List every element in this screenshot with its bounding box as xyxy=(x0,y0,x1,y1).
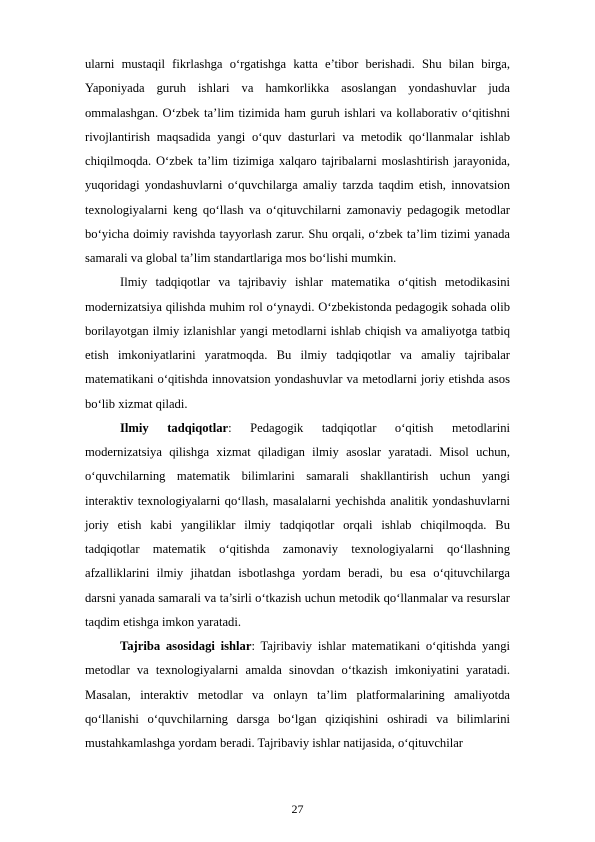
paragraph-3-heading: Ilmiy tadqiqotlar xyxy=(120,420,229,435)
paragraph-2 xyxy=(85,270,510,416)
document-page xyxy=(85,52,510,755)
paragraph-1-text: ularni mustaqil fikrlashga o‘rgatishga katta e’tibor berishadi. Shu bilan birga, Yaponiyada guruh ishlari va hamkorlikka asoslangan yondashuvlar juda ommalashgan. O‘zbek ta’lim tizimida ham guruh ishlari va kollaborativ o‘qitishni rivojlantirish maqsadida yangi o‘quv dasturlari va metodik qo‘llanmalar ishlab chiqilmoqda. O‘zbek ta’lim tizimiga xalqaro tajribalarni moslashtirish jarayonida, yuqoridagi yondashuvlarni o‘quvchilarga amaliy tarzda taqdim etish, innovatsion texnologiyalarni keng qo‘llash va o‘qituvchilarni zamonaviy pedagogik metodlar bo‘yicha doimiy ravishda tayyorlash zarur. Shu orqali, o‘zbek ta’lim tizimi yanada samarali va global ta’lim standartlariga mos bo‘lishi mumkin. xyxy=(85,57,510,265)
paragraph-2-text: Ilmiy tadqiqotlar va tajribaviy ishlar matematika o‘qitish metodikasini modernizatsiya qilishda muhim rol o‘ynaydi. O‘zbekistonda pedagogik sohada olib borilayotgan ilmiy izlanishlar yangi metodlarni ishlab chiqish va amaliyotga tatbiq etish imkoniyatlarini yaratmoqda. Bu ilmiy tadqiqotlar va amaliy tajribalar matematikani o‘qitishda innovatsion yondashuvlar va metodlarni joriy etishda asos bo‘lib xizmat qiladi. xyxy=(85,275,510,411)
paragraph-3-text: : Pedagogik tadqiqotlar o‘qitish metodlarini modernizatsiya qilishga xizmat qiladigan ilmiy asoslar yaratadi. Misol uchun, o‘quvchilarning matematik bilimlarini samarali shakllantirish uchun yangi interaktiv texnologiyalarni qo‘llash, masalalarni yechishda analitik yondashuvlarni joriy etish kabi yangiliklar ilmiy tadqiqotlar orqali ishlab chiqilmoqda. Bu tadqiqotlar matematik o‘qitishda zamonaviy texnologiyalarni qo‘llashning afzalliklarini ilmiy jihatdan isbotlashga yordam beradi, bu esa o‘qituvchilarga darsni yanada samarali va ta’sirli o‘tkazish uchun metodik qo‘llanmalar va resurslar taqdim etishga imkon yaratadi. xyxy=(85,420,511,629)
paragraph-3 xyxy=(85,416,510,634)
paragraph-4 xyxy=(85,634,510,755)
paragraph-4-text: : Tajribaviy ishlar matematikani o‘qitishda yangi metodlar va texnologiyalarni amalda sinovdan o‘tkazish imkoniyatini yaratadi. Masalan, interaktiv metodlar va onlayn ta’lim platformalarining amaliyotda qo‘llanishi o‘quvchilarning darsga bo‘lgan qiziqishini oshiradi va bilimlarini mustahkamlashga yordam beradi. Tajribaviy ishlar natijasida, o‘qituvchilar xyxy=(85,639,510,750)
paragraph-1 xyxy=(85,52,510,270)
paragraph-4-heading: Tajriba asosidagi ishlar xyxy=(120,639,252,653)
page-number: 27 xyxy=(291,802,304,816)
